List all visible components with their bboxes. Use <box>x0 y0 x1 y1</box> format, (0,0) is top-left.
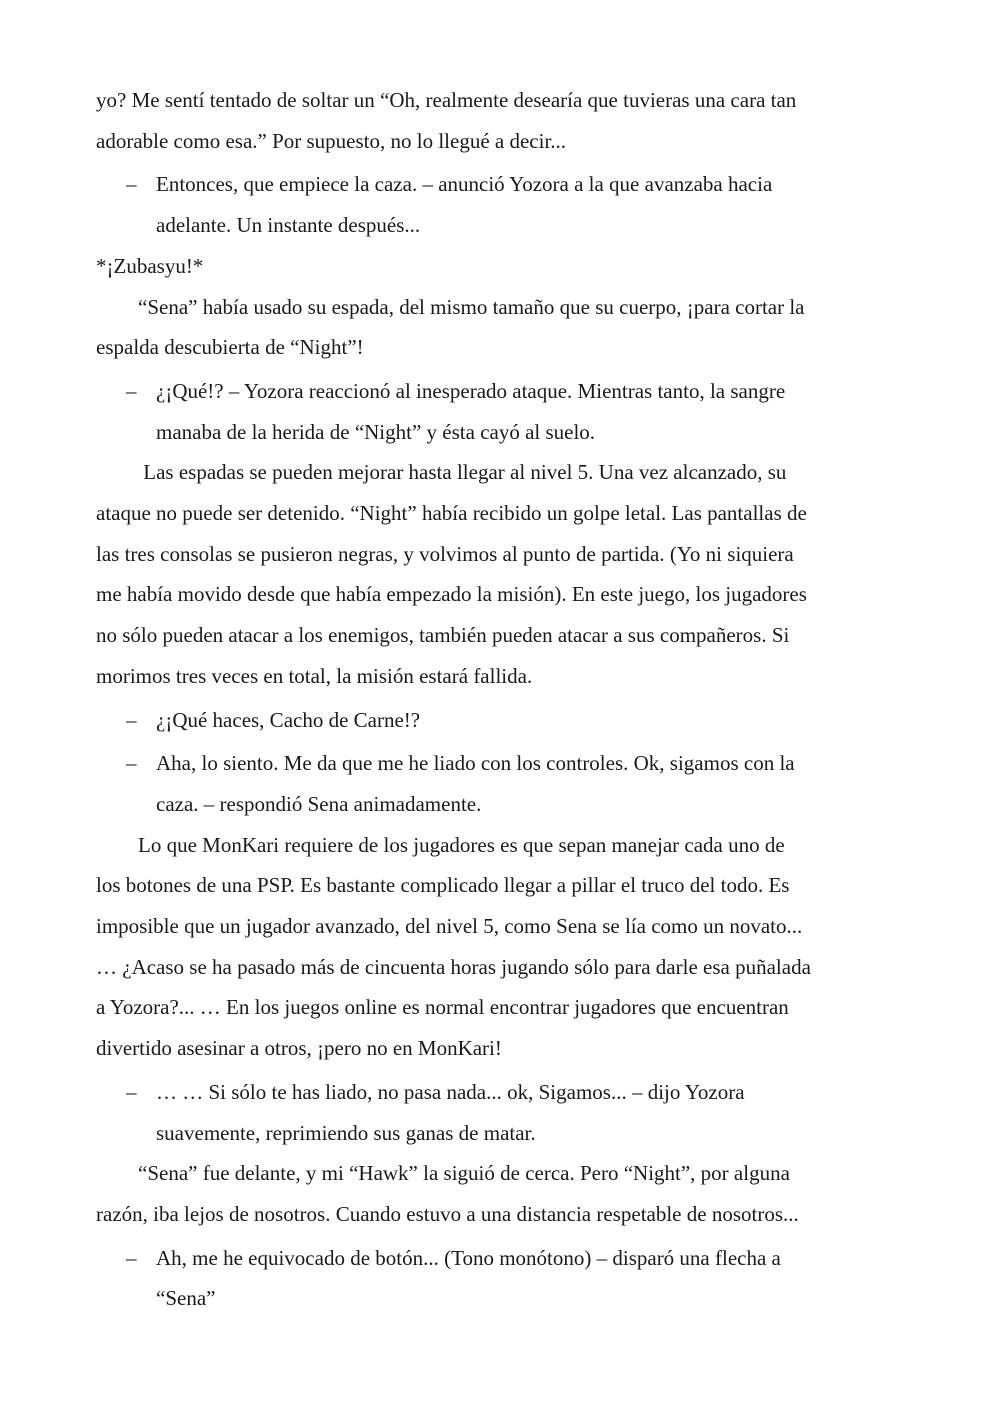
paragraph-line: me había movido desde que había empezado la misión). En este juego, los jugadores <box>96 582 807 607</box>
paragraph-line: Lo que MonKari requiere de los jugadores es que sepan manejar cada uno de <box>96 832 785 857</box>
paragraph-line: divertido asesinar a otros, ¡pero no en MonKari! <box>96 1036 502 1061</box>
dialogue-dash: – <box>126 1079 137 1104</box>
dialogue-line: manaba de la herida de “Night” y ésta cayó al suelo. <box>156 419 596 444</box>
paragraph-line: adorable como esa.” Por supuesto, no lo llegué a decir... <box>96 128 567 153</box>
dialogue-line: ¿¡Qué!? – Yozora reaccionó al inesperado ataque. Mientras tanto, la sangre <box>156 378 786 403</box>
dialogue-line: … … Si sólo te has liado, no pasa nada... ok, Sigamos... – dijo Yozora <box>156 1079 745 1104</box>
dialogue-line: “Sena” <box>156 1286 216 1311</box>
dialogue-line: Entonces, que empiece la caza. – anunció Yozora a la que avanzaba hacia <box>156 172 773 197</box>
dialogue-line: ¿¡Qué haces, Cacho de Carne!? <box>156 707 421 732</box>
dialogue-line: suavemente, reprimiendo sus ganas de matar. <box>156 1120 536 1145</box>
dialogue-line: caza. – respondió Sena animadamente. <box>156 791 482 816</box>
paragraph-line: “Sena” había usado su espada, del mismo tamaño que su cuerpo, ¡para cortar la <box>96 294 805 319</box>
paragraph-line: ataque no puede ser detenido. “Night” había recibido un golpe letal. Las pantallas de <box>96 501 807 525</box>
dialogue-dash: – <box>126 1245 137 1270</box>
dialogue-line: Aha, lo siento. Me da que me he liado con los controles. Ok, sigamos con la <box>156 751 795 776</box>
dialogue-line: adelante. Un instante después... <box>156 213 421 238</box>
paragraph-line: a Yozora?... … En los juegos online es normal encontrar jugadores que encuentran <box>96 995 789 1020</box>
dialogue-dash: – <box>126 751 137 776</box>
paragraph-line: espalda descubierta de “Night”! <box>96 335 364 360</box>
paragraph-line: razón, iba lejos de nosotros. Cuando estuvo a una distancia respetable de nosotros... <box>96 1201 799 1226</box>
paragraph-line: no sólo pueden atacar a los enemigos, también pueden atacar a sus compañeros. Si <box>96 623 790 648</box>
paragraph-line: yo? Me sentí tentado de soltar un “Oh, realmente desearía que tuvieras una cara tan <box>96 88 797 112</box>
dialogue-dash: – <box>126 378 137 403</box>
dialogue-dash: – <box>126 707 137 732</box>
dialogue-dash: – <box>126 172 137 197</box>
paragraph-line: los botones de una PSP. Es bastante complicado llegar a pillar el truco del todo. Es <box>96 873 790 898</box>
paragraph-line: morimos tres veces en total, la misión estará fallida. <box>96 663 533 688</box>
paragraph-line: imposible que un jugador avanzado, del nivel 5, como Sena se lía como un novato... <box>96 914 803 938</box>
paragraph-line: las tres consolas se pusieron negras, y volvimos al punto de partida. (Yo ni siquiera <box>96 541 794 566</box>
paragraph-line: … ¿Acaso se ha pasado más de cincuenta horas jugando sólo para darle esa puñalada <box>96 954 811 979</box>
paragraph-line: “Sena” fue delante, y mi “Hawk” la siguió de cerca. Pero “Night”, por alguna <box>96 1161 790 1186</box>
dialogue-line: Ah, me he equivocado de botón... (Tono monótono) – disparó una flecha a <box>156 1245 781 1270</box>
paragraph-line: *¡Zubasyu!* <box>96 253 204 278</box>
paragraph-line: Las espadas se pueden mejorar hasta llegar al nivel 5. Una vez alcanzado, su <box>96 460 787 485</box>
